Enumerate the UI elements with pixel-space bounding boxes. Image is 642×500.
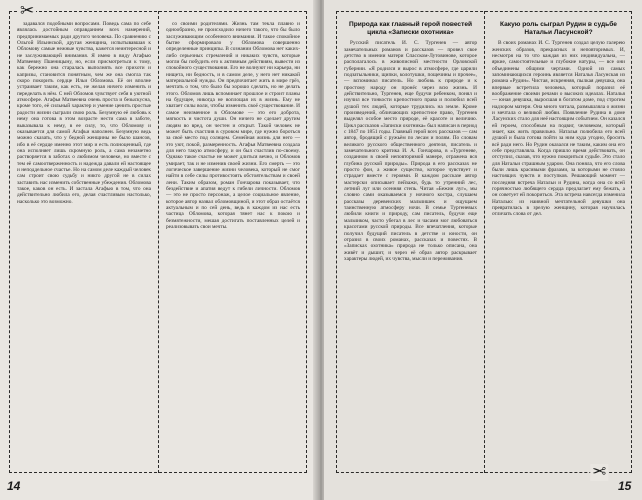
- article-title: Какую роль сыграл Рудин в судьбе Натальи Ласунской?: [500, 21, 617, 36]
- left-page-number: 14: [7, 479, 21, 493]
- right-column-1: [344, 21, 477, 468]
- right-page-number: 15: [618, 479, 632, 493]
- left-column-2: [166, 21, 300, 468]
- left-page: [0, 0, 318, 500]
- left-column-1-text: задавался подобными вопросами. Поведь сама по себе являлась достойным оправданием всех намерений, предпринимаемых ради другого человека. По сравнению с Ольгой Ильинской, другая женщина, испытывавшая к Обломову самые нежные чувства, кажется неинтересной и не заслуживающей внимания. Я имею в виду Агафью Матвеевну Пшеницыну, но, если присмотреться к тому, как бережно она старалась выполнять все прихоти и капризы, становится понятным, чем же она смогла так скоро покорить сердце Ильи Обломова. Её он вполне устраивает таким, как есть, не желая ничего изменить и переделать в нём. С ней Обломов чувствует себя в уютной атмосфере. Агафья Матвеевна очень проста и безыскусна, кроме того, её сильный характер и умение ценить простые радости жизни сыграли свою роль. Безумную её любовь к нему она готова в этом возрасте нести сама в заботе, выказывала к нему, в ее силу, то, что Обломову и оказывается для самой Агафьи наполнен. Безумную ведь можно сказать, что у бедной женщины не было шансов, ибо в её сердце именно этот мир и есть полноценный, где она исполняет лишь скромную роль, а сама незаметно растворяется в заботах о любимом человеке, но вместе с тем её самоотверженность и надежда давали ей настоящее и неподдельное счастье. Но на самом деле каждый человек сам строит свою судьбу и никто другой не в силах заставить нас изменить собственные убеждения. Обломова такое, каков он есть. И застала Агафью в том, что она действительно любила его, делая счастливым настолько, насколько это возможно.: [17, 21, 151, 205]
- article-title: Природа как главный герой повестей цикла «Записки охотника»: [348, 21, 473, 36]
- right-column-divider: [484, 11, 485, 473]
- left-column-divider: [158, 11, 159, 473]
- left-column-1: [17, 21, 151, 468]
- right-page: [324, 0, 642, 500]
- scissors-icon: ✂: [592, 462, 607, 482]
- right-column-2: [492, 21, 625, 461]
- left-column-2-text: со своими родителями. Жизнь там текла плавно и однообразно, не происходило ничего такого, что бы было заслуживающим особенного внимания. И такое спокойное бытие сформировало у Обломова совершенно определенные принципы. В сознании Обломова нет каких-либо серьезных стремлений и никаких чувств, которые могли бы побудить его к активным действиям, вывести из спокойного существования. Его не волнуют ни карьера, ни нищета, ни бедность, и в самом деле, у него нет никакой материальной нужды. Он предпочитает жить в мире грёз, мечтать о том, что было бы хорошо сделать, но не делать этого. Обломов лишь вспоминает прошлое и строит планы на будущее, никогда не воплощая их в жизнь. Ему не хватает силы воли, чтобы изменить своё существование. И самое неизменное в Обломове — это его доброта, мягкость и чистота души. Он ничего не сделает другим людям во вред, он честен и открыт. Такой человек не может быть счастлив в суровом мире, где нужно бороться за своё место под солнцем. Семейная жизнь для него — это уют, покой, размеренность. Агафья Матвеевна создала для него такую атмосферу, и он был счастлив по-своему. Однако такое счастье не может длиться вечно, и Обломов умирает, так и не изменив своей жизни. Его смерть — это логическое завершение жизни человека, который не смог найти в себе силы противостоять обстоятельствам и своей лени. Таким образом, роман Гончарова показывает, что бездействие и апатия ведут к гибели личности. Обломов — это не просто персонаж, а целое социальное явление, которое автор назвал обломовщиной, и этот образ остаётся актуальным и по сей день, ведь в каждом из нас есть частица Обломова, которая тянет нас к покою и безмятежности, мешая достигать поставленных целей и реализовывать свои мечты.: [166, 21, 300, 230]
- right-column-2-text: В своих романах И. С. Тургенев создал целую галерею женских образов, прекрасных и неповторимых. И, несмотря на то что каждая из них индивидуальна, — яркие, самостоятельные и глубокие натуры, — все они объединены общими чертами. Одной из самых запоминающихся героинь является Наталья Ласунская из романа «Рудин». Чистая, искренняя, пылкая девушка, она впервые встретила человека, который поразил её воображение своими речами о высоких идеалах. Наталья — юная девушка, выросшая в богатом доме, под строгим надзором матери. Она много читала, размышляла о жизни и мечтала о великой любви. Появление Рудина в доме Ласунских стало для неё настоящим событием. Он казался ей героем, способным на подвиг, человеком, который знает, как жить правильно. Наталья полюбила его всей душой и была готова пойти за ним куда угодно, бросить всё ради него. Но Рудин оказался не таким, каким она его себе представляла. Когда пришло время действовать, он отступил, сказав, что нужно покориться судьбе. Это стало для Натальи страшным ударом. Она поняла, что его слова были лишь красивыми фразами, за которыми не стояло настоящих чувств и поступков. Решающий момент — последняя встреча Натальи и Рудина, когда она со всей горячностью любящего сердца предлагает ему бежать, а он советует ей покориться. Эта встреча навсегда изменила Наталью: из наивной мечтательной девушки она превратилась в зрелую женщину, которая научилась отличать слова от дел.: [492, 40, 625, 218]
- right-column-1-text: Русский писатель И. С. Тургенев — автор замечательных романов и рассказов — провел свое детство в имении матери Спасском-Лутовинове, которое располагалось в живописной местности Орловской губернии. «Я родился и вырос в атмосфере, где царили подзатыльники, щипки, колотушки, пощечины и прочее», — вспоминал писатель. Но любовь к природе и к простому народу он пронёс через всю жизнь. И действительно, Тургенев, еще будучи ребенком, понял и изучил все тонкости крепостного права и полюбил всей душой тех людей, которые трудились на земле. Кроме произведений, обличающих крепостное право, Тургенев выделял особое место природе, её красоте и величию. Цикл рассказов «Записки охотника» был написан в период с 1847 по 1851 годы. Главный герой всех рассказов — сам автор, бродящий с ружьём по лесам и полям. По словам великого русского общественного деятеля, писатель и замечательного критика И. А. Гончарова, в «Тургеневе, созданном в своей неповторимой манере, отражена вся глубина русской природы». Природа в его рассказах не просто фон, а живое существо, которое чувствует и страдает вместе с героями. В каждом рассказе автор мастерски описывает пейзажи, будь то утренний лес, летний луг или осенняя степь. Читая «Бежин луг», мы словно сами оказываемся у ночного костра, слушаем рассказы деревенских мальчишек и ощущаем таинственную атмосферу ночи. В семье Тургеневых любили книги и природу, сам писатель, будучи еще мальчиком, часто убегал в лес и часами мог любоваться красотами русской природы. Все впечатления, которые получил будущий писатель в детстве и юности, он отразил в своих романах, рассказах и повестях. В «Записках охотника» природа не только описана, она живёт и дышит, и через её образ автор раскрывает характеры людей, их чувства, мысли и переживания.: [344, 40, 477, 262]
- scissors-icon: ✂: [20, 1, 35, 21]
